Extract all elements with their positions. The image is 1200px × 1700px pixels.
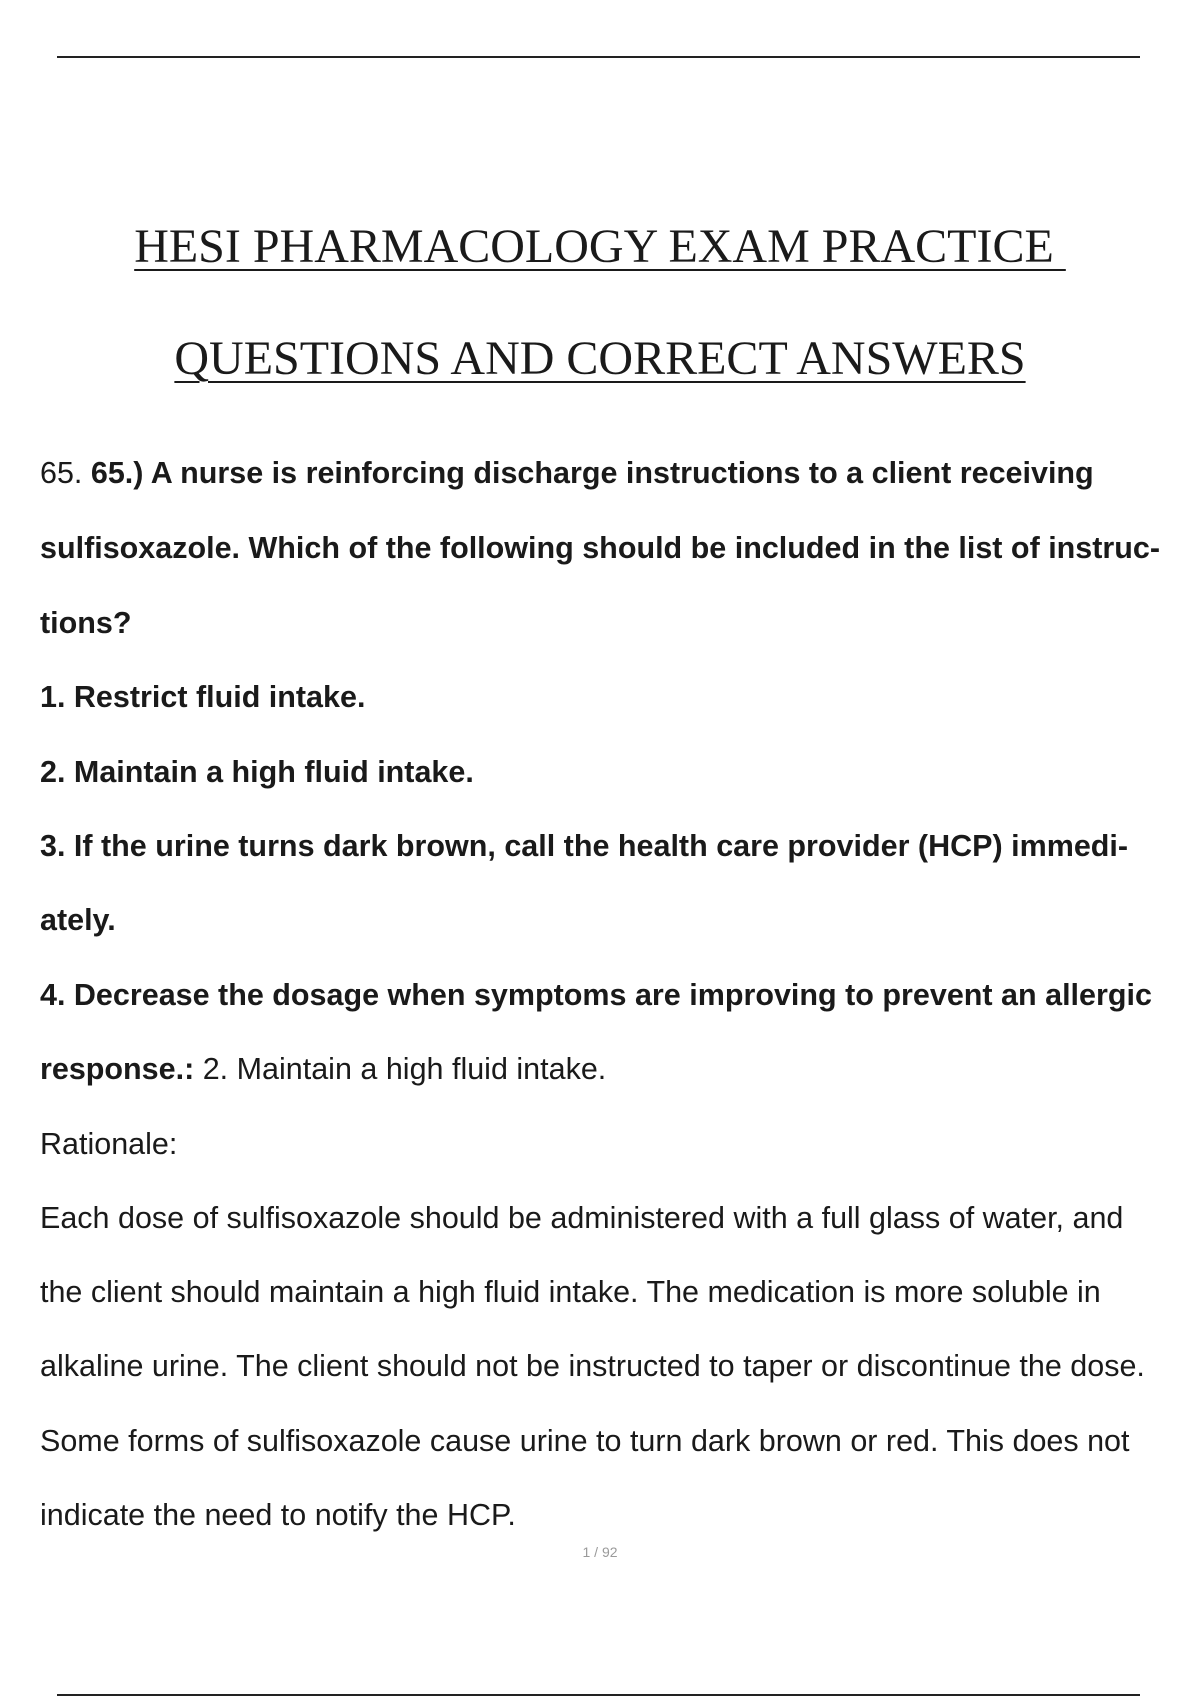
question-text-1: 65.) A nurse is reinforcing discharge instructions to a client receiving [90,456,1094,490]
document-title-line-2 [0,331,1200,387]
correct-answer: 2. Maintain a high fluid intake. [194,1052,607,1086]
rationale-line-5: indicate the need to notify the HCP. [40,1498,516,1532]
option-4-text-2: response.: [40,1052,195,1086]
option-3-line-2: ately. [40,903,116,937]
question-number: 65. [40,456,91,490]
rationale-label: Rationale: [40,1127,178,1161]
option-1: 1. Restrict fluid intake. [40,680,366,714]
document-title-line-1 [0,219,1200,275]
question-line-3: tions? [40,606,132,640]
rationale-line-4: Some forms of sulfisoxazole cause urine to turn dark brown or red. This does not [40,1424,1130,1458]
option-4-line-1: 4. Decrease the dosage when symptoms are improving to prevent an allergic [40,978,1152,1012]
bottom-divider [57,1694,1140,1696]
title-text-1: HESI PHARMACOLOGY EXAM PRACTICE [134,220,1066,273]
option-3-line-1: 3. If the urine turns dark brown, call the health care provider (HCP) immedi- [40,829,1129,863]
rationale-line-2: the client should maintain a high fluid intake. The medication is more soluble in [40,1275,1101,1309]
option-4-line-2 [40,1049,606,1089]
page-number: 1 / 92 [582,1544,618,1560]
question-line-2: sulfisoxazole. Which of the following should be included in the list of instruc- [40,531,1161,565]
option-2: 2. Maintain a high fluid intake. [40,755,474,789]
top-divider [57,56,1140,58]
question-line-1 [40,453,1094,493]
title-text-2: QUESTIONS AND CORRECT ANSWERS [174,332,1026,385]
rationale-line-1: Each dose of sulfisoxazole should be administered with a full glass of water, and [40,1201,1124,1235]
rationale-line-3: alkaline urine. The client should not be instructed to taper or discontinue the dose. [40,1349,1145,1383]
